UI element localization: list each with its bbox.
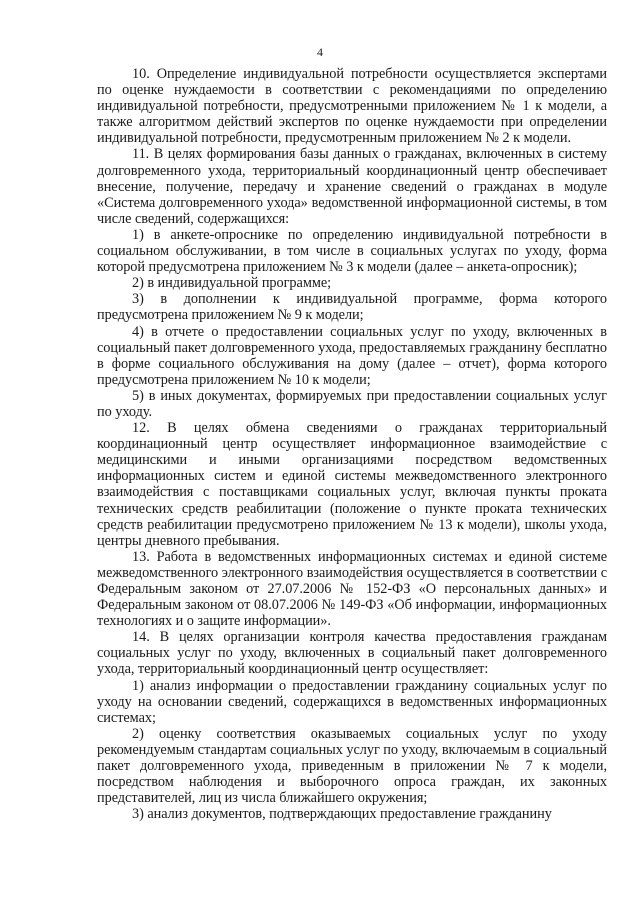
page-number: 4	[317, 45, 323, 59]
paragraph-11-item-3: 3) в дополнении к индивидуальной программе, форма которого предусмотрена приложением № 9 к модели;	[97, 291, 607, 324]
paragraph-13: 13. Работа в ведомственных информационных системах и единой системе межведомственного электронного взаимодействия осуществляется в соответствии с Федеральным законом от 27.07.2006 № 152-ФЗ «О персональных данных» и Федеральным законом от 08.07.2006 № 149-ФЗ «Об информации, информационных технологиях и о защите информации».	[97, 548, 607, 630]
paragraph-12: 12. В целях обмена сведениями о гражданах территориальный координационный центр осуществляет информационное взаимодействие с медицинскими и иными организациями посредством ведомственных информационных систем и единой системы межведомственного электронного взаимодействия с поставщиками социальных услуг, включая пункты проката технических средств реабилитации (положение о пункте проката технических средств реабилитации предусмотрено приложением № 13 к модели), школы ухода, центры дневного пребывания.	[97, 420, 607, 549]
paragraph-11-item-1: 1) в анкете-опроснике по определению индивидуальной потребности в социальном обслуживании, в том числе в социальных услугах по уходу, форма которой предусмотрена приложением № 3 к модели (далее – анкета-опросник);	[97, 226, 607, 276]
paragraph-14-item-2: 2) оценку соответствия оказываемых социальных услуг по уходу рекомендуемым стандартам социальных услуг по уходу, включаемым в социальный пакет долговременного ухода, приведенным в приложении № 7 к модели, посредством наблюдения и выборочного опроса граждан, их законных представителей, лиц из числа ближайшего окружения;	[97, 725, 607, 807]
paragraph-14: 14. В целях организации контроля качества предоставления гражданам социальных услуг по уходу, включенных в социальный пакет долговременного ухода, территориальный координационный центр осуществляет:	[97, 629, 607, 678]
paragraph-14-item-3: 3) анализ документов, подтверждающих предоставление гражданину	[132, 806, 552, 823]
paragraph-10: 10. Определение индивидуальной потребности осуществляется экспертами по оценке нуждаемости в соответствии с рекомендациями по определению индивидуальной потребности, предусмотренными приложением № 1 к модели, а также алгоритмом действий экспертов по оценке нуждаемости при определении индивидуальной потребности, предусмотренным приложением № 2 к модели.	[97, 66, 607, 147]
paragraph-11: 11. В целях формирования базы данных о гражданах, включенных в систему долговременного ухода, территориальный координационный центр обеспечивает внесение, получение, передачу и хранение сведений о гражданах в модуле «Система долговременного ухода» ведомственной информационной системы, в том числе сведений, содержащихся:	[97, 146, 607, 227]
paragraph-11-item-5: 5) в иных документах, формируемых при предоставлении социальных услуг по уходу.	[97, 387, 607, 420]
paragraph-11-item-2: 2) в индивидуальной программе;	[132, 275, 332, 292]
paragraph-14-item-1: 1) анализ информации о предоставлении гражданину социальных услуг по уходу на основании сведений, содержащихся в ведомственных информационных системах;	[97, 677, 607, 726]
paragraph-11-item-4: 4) в отчете о предоставлении социальных услуг по уходу, включенных в социальный пакет долговременного ухода, предоставляемых гражданину бесплатно в форме социального обслуживания на дому (далее – отчет), форма которого предусмотрена приложением № 10 к модели;	[97, 323, 607, 388]
document-body	[97, 66, 607, 822]
